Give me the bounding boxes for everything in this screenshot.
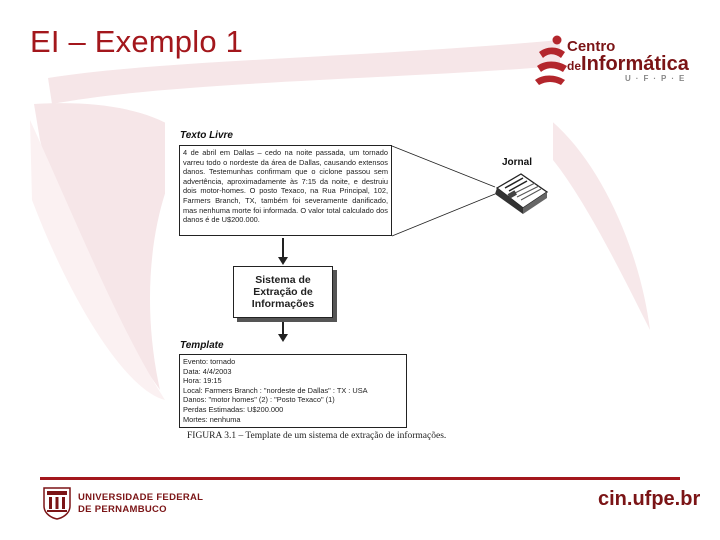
logo-informatica-word: Informática <box>581 53 689 75</box>
figure-caption: FIGURA 3.1 – Template de um sistema de extração de informações. <box>187 431 447 441</box>
template-line: Perdas Estimadas: U$200.000 <box>183 404 284 414</box>
newspaper-icon <box>491 170 551 220</box>
texto-livre-label: Texto Livre <box>180 130 233 141</box>
slide-title: EI – Exemplo 1 <box>30 24 244 59</box>
ci-logo-icon <box>535 34 569 86</box>
template-line: Danos: "motor homes" (2) : "Posto Texaco" (1) <box>183 395 335 405</box>
ufpe-crest-icon <box>42 486 72 520</box>
jornal-label: Jornal <box>502 157 533 168</box>
template-line: Local: Farmers Branch : "nordeste de Dallas" : TX : USA <box>183 385 368 395</box>
university-line-1: UNIVERSIDADE FEDERAL <box>78 492 204 503</box>
template-label: Template <box>180 340 224 351</box>
cin-url: cin.ufpe.br <box>598 488 701 510</box>
sistema-extracao-box: Sistema de Extração de Informações <box>233 266 333 318</box>
template-line: Evento: tornado <box>183 357 236 366</box>
template-line: Data: 4/4/2003 <box>183 366 232 376</box>
logo-ufpe-subtitle: U·F·P·E <box>625 74 690 83</box>
logo-prefix-de: de <box>567 59 582 73</box>
template-line: Hora: 19:15 <box>183 376 222 386</box>
university-name <box>78 492 203 516</box>
texto-livre-box: 4 de abril em Dallas – cedo na noite passada, um tornado varreu todo o nordeste da área de Dallas, causando extensos danos. Testemunhas confirmam que o ciclone passou sem advertência, aproximadamente às 7:15 da noite, e destruiu dois motor-homes. O posto Texaco, na Rua Principal, 102, Farmers Branch, TX, também foi severamente danificado, mas nenhuma morte foi informada. O valor total calculado dos danos é de U$200.000. <box>179 145 392 236</box>
university-line-2: DE PERNAMBUCO <box>78 504 167 515</box>
connector-lines <box>165 112 553 342</box>
figure-ie-template <box>165 112 553 447</box>
template-box <box>179 354 407 428</box>
template-line: Mortes: nenhuma <box>183 414 241 424</box>
centro-informatica-logo <box>535 34 690 86</box>
logo-line-centro: Centro <box>567 38 616 55</box>
logo-line-informatica <box>567 53 689 76</box>
footer-divider <box>40 477 680 480</box>
